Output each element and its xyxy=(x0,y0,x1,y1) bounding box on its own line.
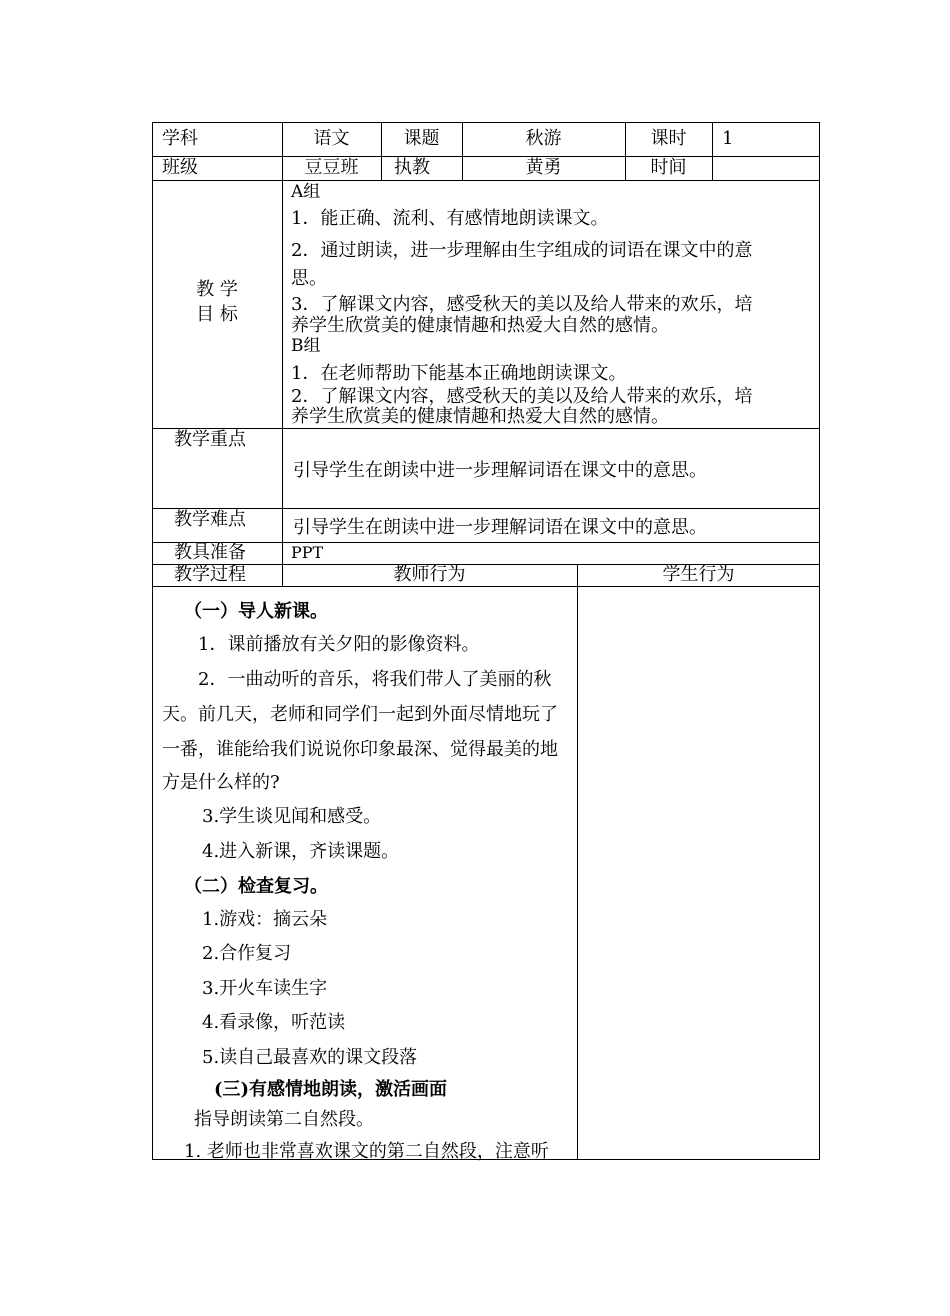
section-2-item-3: 3.开火车读生字 xyxy=(202,978,328,999)
teacher-value: 黄勇 xyxy=(525,157,562,178)
process-label: 教学过程 xyxy=(174,564,246,585)
row-divider xyxy=(152,586,820,587)
topic-label: 课题 xyxy=(403,128,440,149)
section-3-intro: 指导朗读第二自然段。 xyxy=(194,1109,374,1130)
objective-a1: 1．能正确、流利、有感情地朗读课文。 xyxy=(291,208,609,229)
row-divider xyxy=(152,508,820,509)
objective-a2-line1: 2．通过朗读，进一步理解由生字组成的词语在课文中的意 xyxy=(291,240,753,261)
objective-a3-line2: 养学生欣赏美的健康情趣和热爱大自然的感情。 xyxy=(291,315,669,336)
column-divider xyxy=(712,122,713,180)
section-2-item-4: 4.看录像，听范读 xyxy=(202,1012,346,1033)
section-1-item-4: 4.进入新课，齐读课题。 xyxy=(202,841,400,862)
section-2-title: （二）检查复习。 xyxy=(184,876,328,897)
objective-b1: 1．在老师帮助下能基本正确地朗读课文。 xyxy=(291,363,627,384)
group-b-heading: B组 xyxy=(291,336,321,356)
teacher-label: 执教 xyxy=(394,157,430,178)
row-divider xyxy=(152,542,820,543)
section-1-item-2-line2: 天。前几天，老师和同学们一起到外面尽情地玩了 xyxy=(162,704,558,725)
period-value: 1 xyxy=(722,128,734,149)
difficulties-text: 引导学生在朗读中进一步理解词语在课文中的意思。 xyxy=(293,517,707,538)
objective-b2-line2: 养学生欣赏美的健康情趣和热爱大自然的感情。 xyxy=(291,406,669,427)
section-2-item-2: 2.合作复习 xyxy=(202,943,292,964)
class-label: 班级 xyxy=(162,157,198,178)
materials-label: 教具准备 xyxy=(174,542,246,563)
objective-a2-line2: 思。 xyxy=(291,268,327,289)
teacher-behavior-header: 教师行为 xyxy=(393,564,466,585)
section-3-item-1: 1. 老师也非常喜欢课文的第二自然段，注意听 xyxy=(184,1141,549,1162)
key-points-text: 引导学生在朗读中进一步理解词语在课文中的意思。 xyxy=(293,460,707,481)
subject-value: 语文 xyxy=(313,128,350,149)
section-1-item-2-line1: 2．一曲动听的音乐，将我们带人了美丽的秋 xyxy=(198,669,552,690)
difficulties-label: 教学难点 xyxy=(174,509,246,530)
key-points-label: 教学重点 xyxy=(174,429,246,450)
objective-b2-line1: 2．了解课文内容，感受秋天的美以及给人带来的欢乐，培 xyxy=(291,386,753,407)
section-1-item-2-line3: 一番，谁能给我们说说你印象最深、觉得最美的地 xyxy=(162,739,558,760)
column-divider xyxy=(577,564,578,1160)
section-1-item-3: 3.学生谈见闻和感受。 xyxy=(202,806,382,827)
section-2-item-5: 5.读自己最喜欢的课文段落 xyxy=(202,1047,418,1068)
period-label: 课时 xyxy=(650,128,687,149)
objective-a3-line1: 3．了解课文内容，感受秋天的美以及给人带来的欢乐，培 xyxy=(291,294,753,315)
section-1-item-2-line4: 方是什么样的? xyxy=(162,772,280,793)
student-behavior-header: 学生行为 xyxy=(662,564,735,585)
section-1-title: （一）导人新课。 xyxy=(184,601,328,622)
class-value: 豆豆班 xyxy=(304,157,359,178)
time-label: 时间 xyxy=(650,157,687,178)
section-3-title: (三)有感情地朗读，激活画面 xyxy=(214,1079,448,1100)
section-2-item-1: 1.游戏：摘云朵 xyxy=(202,909,328,930)
group-a-heading: A组 xyxy=(291,182,321,202)
objectives-label-line2: 目 标 xyxy=(196,304,238,325)
objectives-label-line1: 教 学 xyxy=(196,279,238,300)
topic-value: 秋游 xyxy=(525,128,562,149)
materials-text: PPT xyxy=(291,543,324,562)
subject-label: 学科 xyxy=(162,128,198,149)
row-divider xyxy=(152,180,820,181)
column-divider xyxy=(282,122,283,586)
row-divider xyxy=(152,428,820,429)
section-1-item-1: 1．课前播放有关夕阳的影像资料。 xyxy=(198,634,480,655)
